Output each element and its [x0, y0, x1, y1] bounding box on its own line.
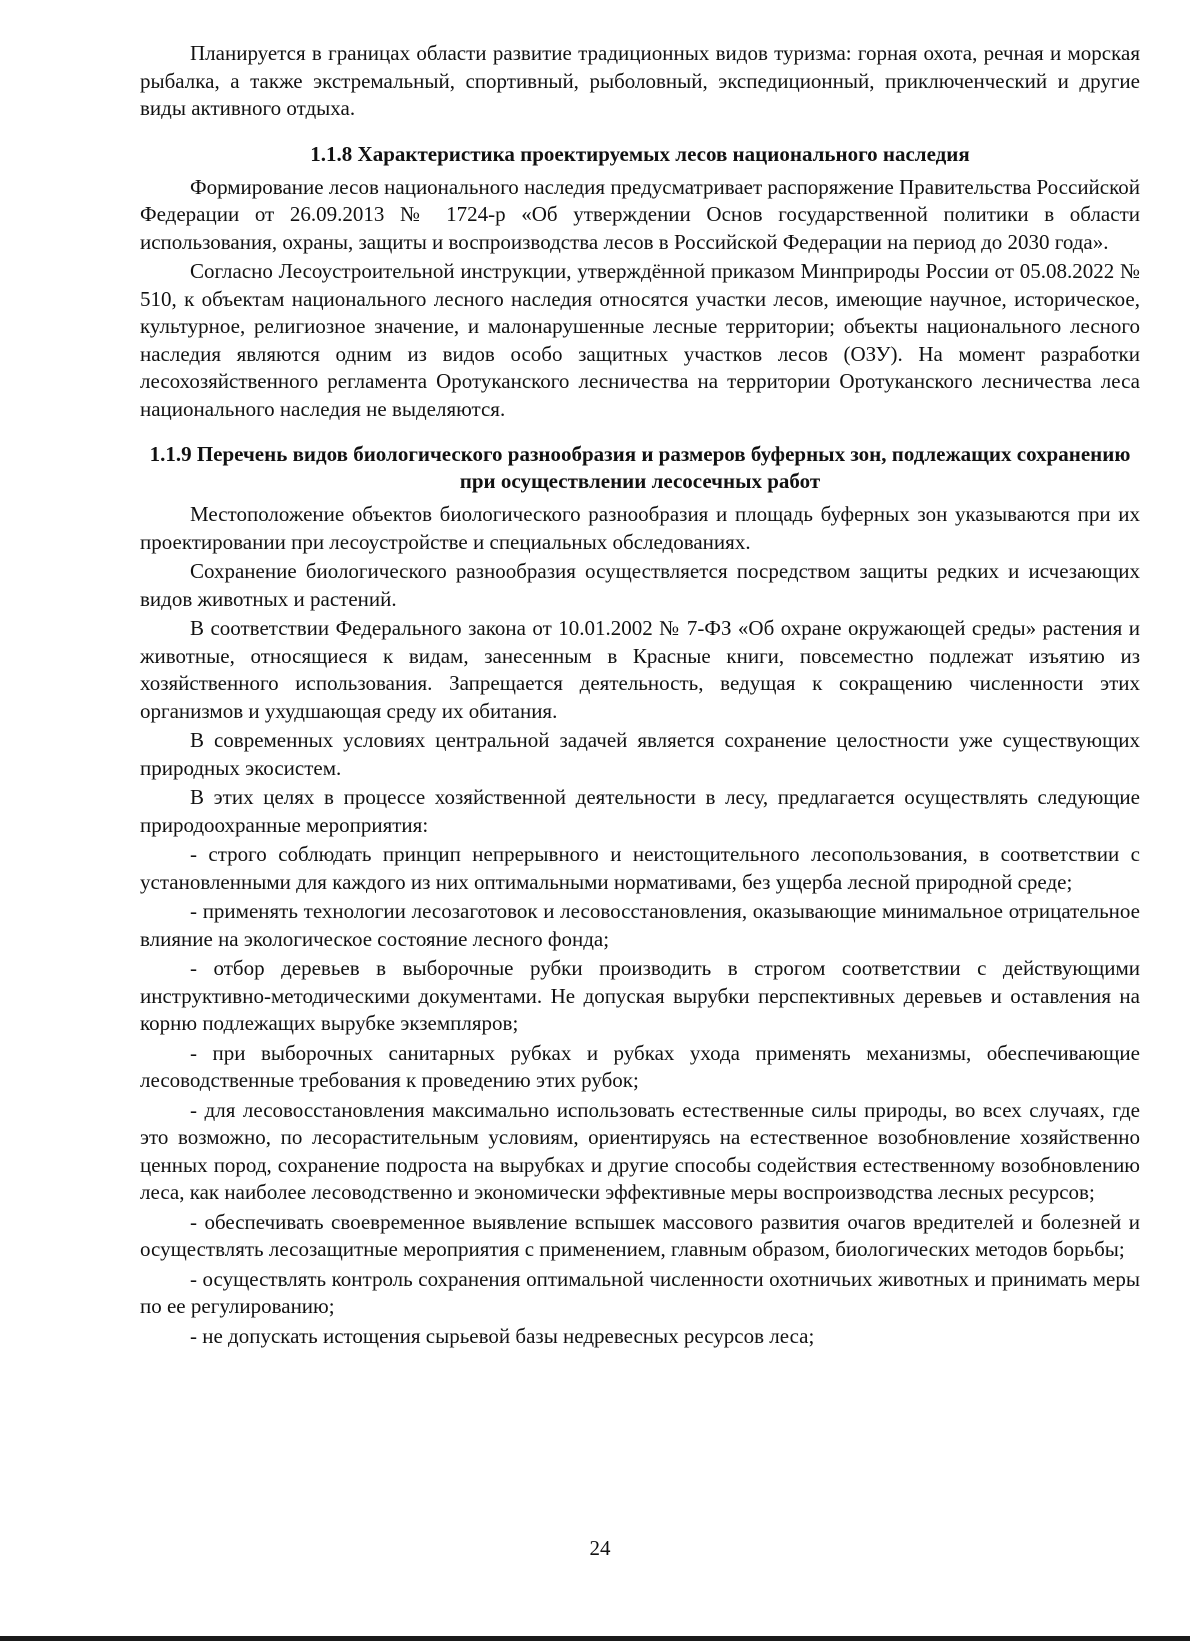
measure-list-item: - строго соблюдать принцип непрерывного и неистощительного лесопользования, в соответствии с установленными для каждого из них оптимальными нормативами, без ущерба лесной природной среде; [140, 842, 1140, 894]
section-1-1-9-paragraph-2: Сохранение биологического разнообразия осуществляется посредством защиты редких и исчезающих видов животных и растений. [140, 559, 1140, 611]
section-1-1-8-paragraph-2: Согласно Лесоустроительной инструкции, утверждённой приказом Минприроды России от 05.08.2022 № 510, к объектам национального лесного наследия относятся участки лесов, имеющие научное, историческое, культурное, религиозное значение, и малонарушенные лесные территории; объекты национального лесного наследия являются одним из видов особо защитных участков лесов (ОЗУ). На момент разработки лесохозяйственного регламента Оротуканского лесничества на территории Оротуканского лесничества леса национального наследия не выделяются. [140, 259, 1140, 421]
measure-list-item: - при выборочных санитарных рубках и рубках ухода применять механизмы, обеспечивающие лесоводственные требования к проведению этих рубок; [140, 1040, 1140, 1092]
section-1-1-8-heading: 1.1.8 Характеристика проектируемых лесов национального наследия [310, 141, 970, 166]
section-1-1-9-paragraph-3: В соответствии Федерального закона от 10.01.2002 № 7-ФЗ «Об охране окружающей среды» растения и животные, относящиеся к видам, занесенным в Красные книги, повсеместно подлежат изъятию из хозяйственного использования. Запрещается деятельность, ведущая к сокращению численности этих организмов и ухудшающая среду их обитания. [140, 616, 1140, 723]
measure-list-item: - отбор деревьев в выборочные рубки производить в строгом соответствии с действующими инструктивно-методическими документами. Не допуская вырубки перспективных деревьев и оставления на корню подлежащих вырубке экземпляров; [140, 956, 1140, 1035]
section-1-1-8-paragraph-1: Формирование лесов национального наследия предусматривает распоряжение Правительства Российской Федерации от 26.09.2013 № 1724-р «Об утверждении Основ государственной политики в области использования, охраны, защиты и воспроизводства лесов в Российской Федерации на период до 2030 года». [140, 174, 1140, 254]
measure-list-item: - применять технологии лесозаготовок и лесовосстановления, оказывающие минимальное отрицательное влияние на экологическое состояние лесного фонда; [140, 899, 1140, 951]
measure-list-item: - не допускать истощения сырьевой базы недревесных ресурсов леса; [190, 1323, 815, 1348]
measure-list-item: - осуществлять контроль сохранения оптимальной численности охотничьих животных и принимать меры по ее регулированию; [140, 1266, 1140, 1318]
section-1-1-9-paragraph-1: Местоположение объектов биологического разнообразия и площадь буферных зон указываются при их проектировании при лесоустройстве и специальных обследованиях. [140, 502, 1140, 554]
measure-list-item: - обеспечивать своевременное выявление вспышек массового развития очагов вредителей и болезней и осуществлять лесозащитные мероприятия с применением, главным образом, биологических методов борьбы; [140, 1209, 1140, 1261]
section-1-1-9-paragraph-4: В современных условиях центральной задачей является сохранение целостности уже существующих природных экосистем. [140, 728, 1140, 780]
intro-paragraph: Планируется в границах области развитие традиционных видов туризма: горная охота, речная и морская рыбалка, а также экстремальный, спортивный, рыболовный, экспедиционный, приключенческий и другие виды активного отдыха. [140, 41, 1140, 120]
section-1-1-9-paragraph-5: В этих целях в процессе хозяйственной деятельности в лесу, предлагается осуществлять следующие природоохранные мероприятия: [140, 785, 1140, 837]
document-page [140, 40, 1140, 1352]
page-number: 24 [589, 1536, 611, 1560]
scan-edge-divider [0, 1636, 1190, 1641]
section-1-1-9-heading: 1.1.9 Перечень видов биологического разнообразия и размеров буферных зон, подлежащих сохранению при осуществлении лесосечных работ [149, 442, 1131, 493]
measure-list-item: - для лесовосстановления максимально использовать естественные силы природы, во всех случаях, где это возможно, по лесорастительным условиям, ориентируясь на естественное возобновление хозяйственно ценных пород, сохранение подроста на вырубках и другие способы содействия естественному возобновлению леса, как наиболее лесоводственно и экономически эффективные меры воспроизводства лесных ресурсов; [140, 1097, 1140, 1204]
